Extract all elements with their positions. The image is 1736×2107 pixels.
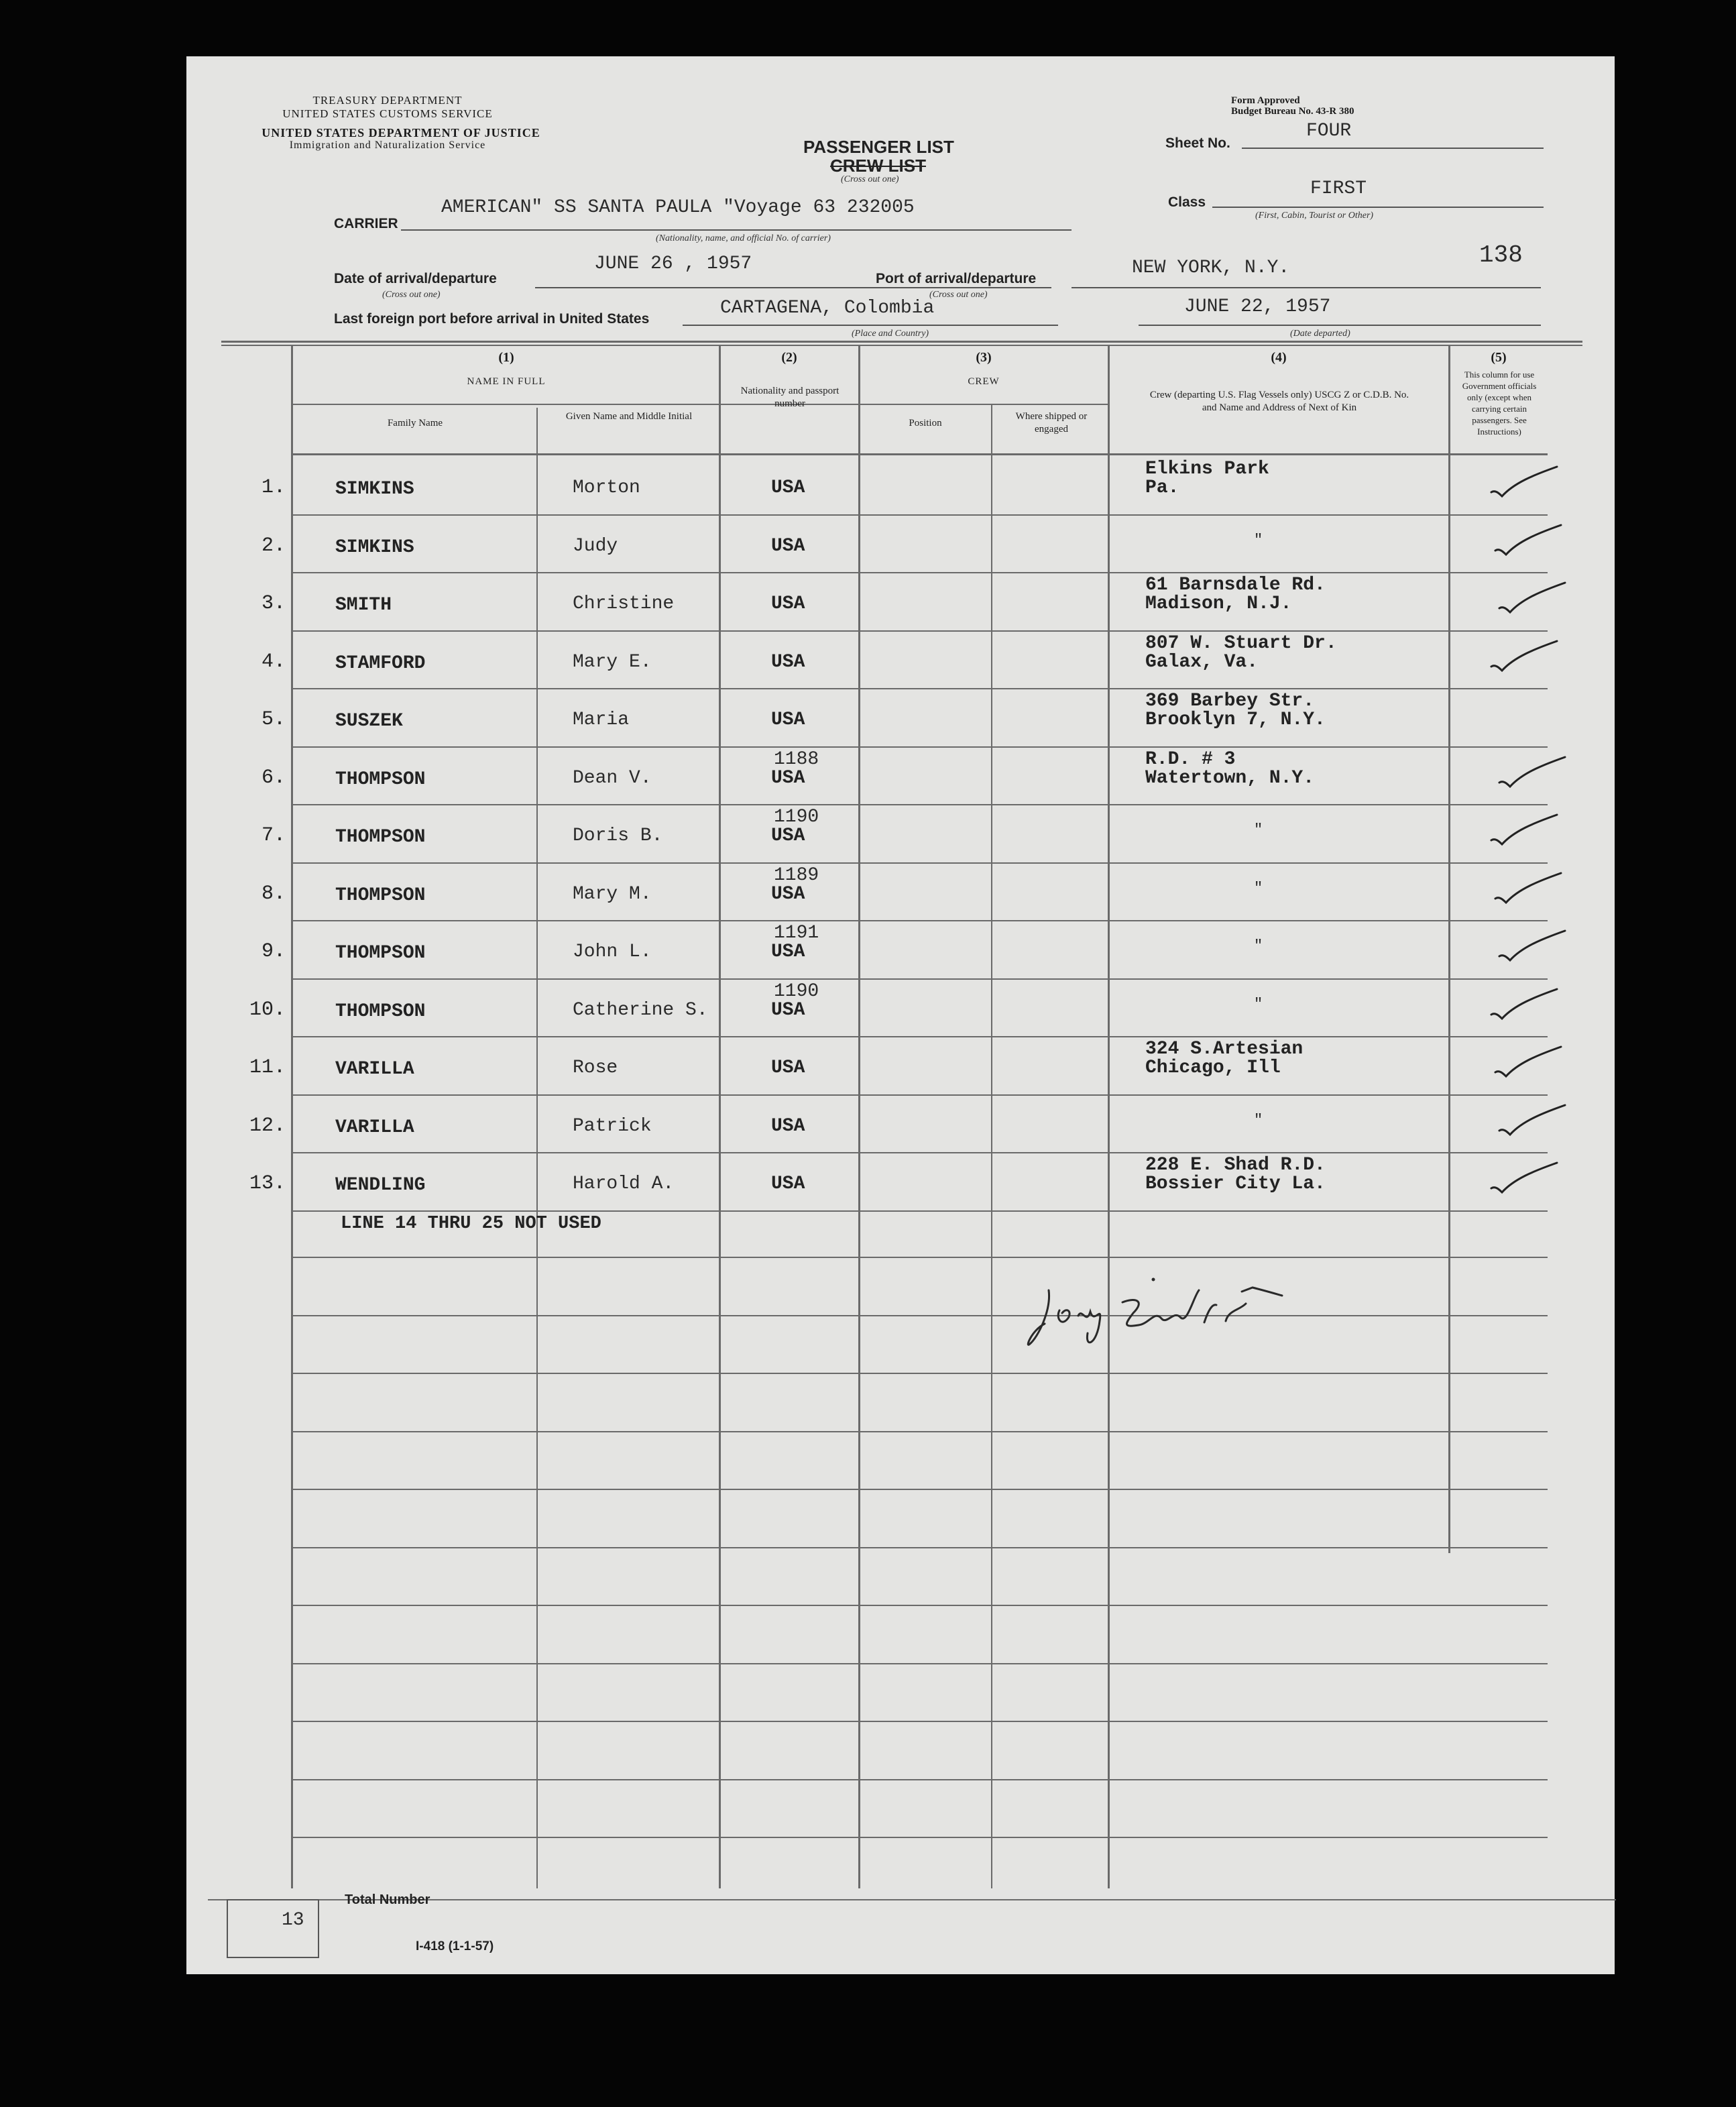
row-number: 5. [261,708,286,731]
col3-num: (3) [976,350,992,365]
row-number: 8. [261,882,286,905]
carrier-note: (Nationality, name, and official No. of carrier) [656,233,831,243]
page-number: 138 [1479,241,1523,269]
list-title-passenger: PASSENGER LIST [803,137,954,157]
family-name: THOMPSON [335,1001,426,1022]
agency-line-1: TREASURY DEPARTMENT [312,94,463,107]
row-rule [292,920,1548,921]
row-rule [292,746,1548,748]
class-line [1212,207,1544,208]
given-name: Morton [573,477,640,498]
sheet-label: Sheet No. [1165,135,1230,151]
row-number: 1. [261,476,286,499]
col3b-head: Where shipped or engaged [1015,411,1088,435]
empty-row-rule [292,1779,1548,1780]
family-name: SIMKINS [335,536,414,558]
port-label: Port of arrival/departure [876,271,1037,286]
nationality: USA [771,1115,805,1137]
check-mark-icon [1491,869,1565,909]
date-departed-line [1139,325,1541,326]
given-name: Maria [573,709,630,730]
class-note: (First, Cabin, Tourist or Other) [1255,211,1374,221]
nationality: USA [771,999,805,1021]
next-of-kin-line1: 61 Barnsdale Rd. [1145,575,1326,595]
class-value: FIRST [1310,178,1367,199]
passport-number: 1188 [774,748,819,770]
row-rule [292,514,1548,516]
row-number: 2. [261,534,286,557]
row-number: 6. [261,766,286,789]
row-number: 9. [261,940,286,963]
family-name: VARILLA [335,1117,414,1138]
empty-row-rule [292,1663,1548,1664]
col-line-crew [1108,346,1110,1888]
row-number: 4. [261,650,286,673]
col-line-kin [1448,346,1450,1553]
port-value: NEW YORK, N.Y. [1132,258,1290,278]
given-name: Judy [573,535,618,557]
next-of-kin-ditto: " [1254,1111,1263,1129]
empty-row-rule [292,1721,1548,1722]
next-of-kin-line1: 369 Barbey Str. [1145,691,1315,711]
empty-row-rule [292,1547,1548,1548]
sheet-line [1242,148,1544,149]
given-name: Mary M. [573,883,652,905]
col2-num: (2) [781,350,797,365]
date-label: Date of arrival/departure [334,271,497,286]
empty-row-rule [292,1605,1548,1606]
total-label: Total Number [345,1892,430,1907]
next-of-kin-line1: R.D. # 3 [1145,748,1236,770]
list-title-crew: CREW LIST [830,156,926,176]
row-number: 12. [249,1114,286,1137]
col3-title: CREW [968,376,1000,387]
sheet-value: FOUR [1306,121,1352,141]
col4-title: Crew (departing U.S. Flag Vessels only) USCG Z or C.D.B. No. and Name and Address of Next of Kin [1149,390,1409,413]
last-port-line [683,325,1058,326]
date-departed-value: JUNE 22, 1957 [1184,296,1331,317]
given-name: Patrick [573,1115,652,1137]
form-approved: Form Approved [1231,95,1300,106]
nationality: USA [771,709,805,730]
row-rule [292,572,1548,573]
port-line [1072,287,1541,288]
col1b-head: Given Name and Middle Initial [565,411,693,422]
date-cross-note: (Cross out one) [382,290,441,300]
nationality: USA [771,477,805,498]
empty-row-rule [292,1315,1548,1316]
family-name: SMITH [335,595,392,616]
empty-row-rule [292,1489,1548,1490]
passport-number: 1191 [774,923,819,944]
nationality: USA [771,535,805,557]
family-name: SIMKINS [335,479,414,500]
next-of-kin-ditto: " [1254,879,1263,897]
col5-num: (5) [1491,350,1507,365]
row-rule [292,978,1548,980]
col3a-head: Position [909,418,942,429]
carrier-value: AMERICAN" SS SANTA PAULA "Voyage 63 232005 [441,197,915,218]
next-of-kin-line1: 228 E. Shad R.D. [1145,1155,1326,1176]
check-mark-icon [1495,1101,1569,1141]
next-of-kin-ditto: " [1254,531,1263,549]
check-mark-icon [1487,637,1561,677]
nationality: USA [771,883,805,905]
given-name: Catherine S. [573,999,708,1021]
family-name: VARILLA [335,1059,414,1080]
next-of-kin-ditto: " [1254,995,1263,1013]
row-number: 11. [249,1056,286,1079]
next-of-kin-line2: Madison, N.J. [1145,593,1292,614]
port-cross-note: (Cross out one) [929,290,988,300]
given-name: John L. [573,942,652,962]
next-of-kin-line2: Pa. [1145,477,1179,498]
passport-number: 1190 [774,807,819,828]
class-label: Class [1168,194,1206,210]
given-name: Mary E. [573,651,652,673]
passport-number: 1189 [774,864,819,886]
row-rule [292,1094,1548,1096]
next-of-kin-line2: Chicago, Ill [1145,1058,1281,1078]
row-rule [292,1036,1548,1037]
passport-number: 1190 [774,980,819,1002]
row-number: 3. [261,592,286,615]
total-value: 13 [282,1910,304,1931]
next-of-kin-line2: Bossier City La. [1145,1174,1326,1194]
agency-line-4: Immigration and Naturalization Service [289,139,486,151]
last-port-label: Last foreign port before arrival in United States [334,311,650,327]
unused-lines-note: LINE 14 THRU 25 NOT USED [341,1214,601,1234]
col-line-left [291,346,293,1888]
next-of-kin-line2: Watertown, N.Y. [1145,767,1315,789]
check-mark-icon [1487,811,1561,851]
check-mark-icon [1495,753,1569,793]
row-rule [292,862,1548,864]
col-line-given [719,346,721,1888]
empty-row-rule [292,1257,1548,1258]
row-rule [292,630,1548,632]
form-number: I-418 (1-1-57) [416,1939,494,1953]
date-departed-note: (Date departed) [1290,329,1350,339]
carrier-line [401,229,1072,231]
nationality: USA [771,1058,805,1078]
row-number: 7. [261,824,286,847]
col2-title: Nationality and passport number [740,386,840,409]
next-of-kin-line2: Galax, Va. [1145,651,1259,673]
table-top-rule-2 [221,345,1582,346]
check-mark-icon [1491,521,1565,561]
family-name: SUSZEK [335,711,403,732]
check-mark-icon [1487,985,1561,1025]
col1-title: NAME IN FULL [467,376,546,387]
next-of-kin-ditto: " [1254,937,1263,954]
date-line [535,287,1051,288]
nationality: USA [771,825,805,846]
table-top-rule [221,341,1582,343]
check-mark-icon [1495,579,1569,619]
nationality: USA [771,593,805,614]
family-name: STAMFORD [335,652,426,674]
row-number: 13. [249,1172,286,1195]
family-name: THOMPSON [335,768,426,790]
given-name: Doris B. [573,825,663,846]
col-line-position [991,404,992,1888]
given-name: Rose [573,1058,618,1078]
check-mark-icon [1491,1043,1565,1083]
family-name: WENDLING [335,1175,426,1196]
empty-row-rule [292,1837,1548,1838]
row-rule [292,1152,1548,1153]
date-value: JUNE 26 , 1957 [594,253,752,274]
col1-num: (1) [498,350,514,365]
col4-num: (4) [1271,350,1287,365]
col1a-head: Family Name [387,418,443,429]
given-name: Christine [573,593,675,614]
empty-row-rule [292,1373,1548,1374]
check-mark-icon [1495,927,1569,967]
header-bottom-rule [292,453,1548,455]
next-of-kin-line1: 324 S.Artesian [1145,1039,1304,1060]
row-number: 10. [249,998,286,1021]
next-of-kin-ditto: " [1254,821,1263,838]
budget-bureau: Budget Bureau No. 43-R 380 [1231,106,1354,117]
given-name: Harold A. [573,1174,675,1194]
col5-title: This column for use Government officials only (except when carrying certain passengers. See Instructions) [1462,369,1537,437]
form-sheet [186,56,1615,1974]
agency-line-3: UNITED STATES DEPARTMENT OF JUSTICE [262,126,540,139]
nationality: USA [771,942,805,962]
check-mark-icon [1487,1159,1561,1199]
last-port-note: (Place and Country) [852,329,929,339]
carrier-label: CARRIER [334,216,398,231]
agency-line-2: UNITED STATES CUSTOMS SERVICE [282,107,493,120]
family-name: THOMPSON [335,943,426,964]
row-rule [292,688,1548,689]
nationality: USA [771,767,805,789]
next-of-kin-line1: Elkins Park [1145,459,1269,479]
signature [1025,1263,1320,1357]
family-name: THOMPSON [335,827,426,848]
check-mark-icon [1487,463,1561,503]
col-line-nat [858,346,860,1888]
row-rule [292,1210,1548,1212]
next-of-kin-line2: Brooklyn 7, N.Y. [1145,709,1326,730]
nationality: USA [771,651,805,673]
cross-out-note: (Cross out one) [841,174,899,184]
given-name: Dean V. [573,767,652,789]
family-name: THOMPSON [335,885,426,906]
nationality: USA [771,1174,805,1194]
row-rule [292,804,1548,805]
empty-row-rule [292,1431,1548,1432]
next-of-kin-line1: 807 W. Stuart Dr. [1145,632,1337,654]
total-box [227,1899,319,1958]
last-port-value: CARTAGENA, Colombia [720,298,935,319]
col1-sub-rule [292,404,1108,405]
